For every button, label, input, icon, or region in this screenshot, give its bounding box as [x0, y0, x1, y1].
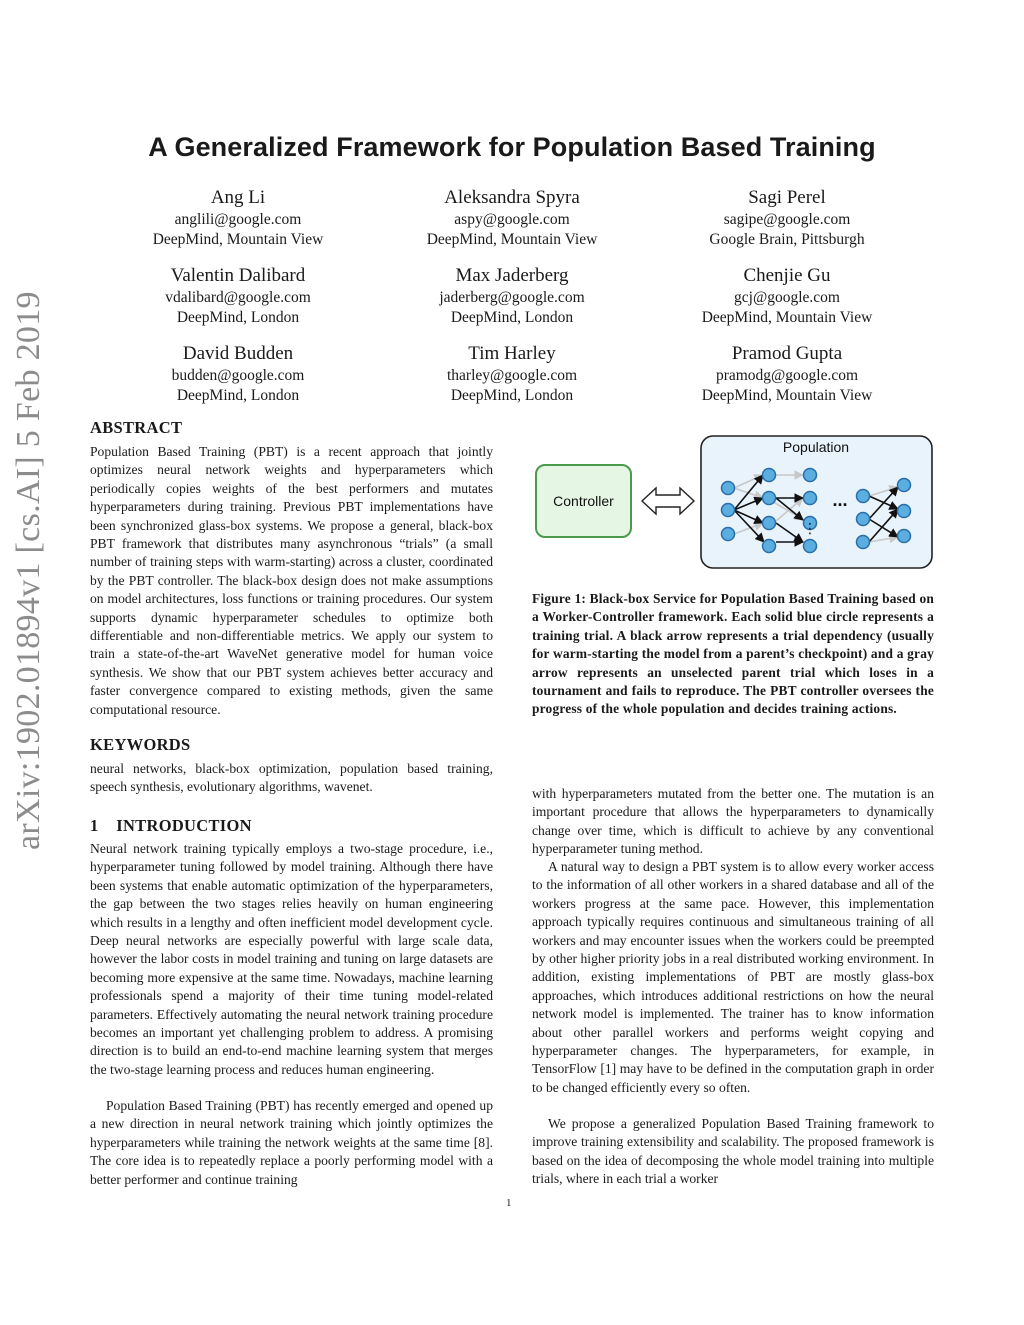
author-affiliation: DeepMind, London [176, 309, 300, 326]
author-email: tharley@google.com [446, 367, 578, 384]
author-block [362, 342, 662, 406]
author-affiliation: DeepMind, London [450, 387, 574, 404]
arxiv-stamp: arXiv:1902.01894v1 [cs.AI] 5 Feb 2019 [10, 291, 47, 850]
author-name: Pramod Gupta [731, 343, 843, 364]
ellipsis-vertical: ⋮ [803, 520, 817, 536]
author-name: Aleksandra Spyra [444, 187, 580, 208]
author-block [88, 264, 388, 328]
intro-paragraph: Population Based Training (PBT) has recently emerged and opened up a new direction in neural network training which jointly optimizes the hyperparameters while training the network weights at the same time [8]. The core idea is to repeatedly replace a poorly performing model with a better performer and continue training [90, 1098, 493, 1187]
author-email: vdalibard@google.com [165, 289, 311, 306]
author-affiliation: DeepMind, London [450, 309, 574, 326]
controller-label: Controller [553, 493, 614, 509]
trial-node [722, 482, 735, 495]
body-paragraph: A natural way to design a PBT system is to allow every worker access to the information of all other workers in a shared database and all of the workers progress at the same pace. However, this implementation approach typically requires continuous and simultaneous training of all workers and may encounter issues when the workers could be preempted by other higher priority jobs in a real distributed working environment. In addition, existing implementations of PBT are mostly glass-box approaches, which introduces additional restrictions on how the neural network model is implemented. The trainer has to know information about other parallel workers and performs weight copying and hyperparameter changes. The hyperparameters, for example, in TensorFlow [1] may have to be defined in the computation graph in order to be changed efficiently every so often. [532, 859, 934, 1095]
figure-caption: Figure 1: Black-box Service for Population Based Training based on a Worker-Controller framework. Each solid blue circle represents a training trial. A black arrow represents a trial dependency (usually for warm-starting the model from a parent’s checkpoint) and a gray arrow represents an unselected parent trial which loses in a tournament and fails to reproduce. The PBT controller oversees the progress of the whole population and decides training actions. [532, 591, 934, 717]
intro-heading: 1 INTRODUCTION [90, 816, 252, 835]
body-paragraph: with hyperparameters mutated from the better one. The mutation is an important procedure that allows the hyperparameters to dynamically change over time, which is difficult to achieve by any conventional hyperparameter tuning method. [532, 786, 934, 857]
population-label: Population [782, 439, 850, 455]
trial-node [763, 492, 776, 505]
author-name: Tim Harley [468, 343, 556, 364]
author-name: David Budden [182, 343, 294, 364]
author-affiliation: Google Brain, Pittsburgh [709, 231, 865, 248]
author-affiliation: DeepMind, Mountain View [426, 231, 598, 248]
trial-node [857, 490, 870, 503]
author-email: anglili@google.com [174, 211, 302, 228]
author-block [637, 342, 937, 406]
author-block [637, 264, 937, 328]
trial-node [763, 517, 776, 530]
paper-title: A Generalized Framework for Population Based Training [148, 132, 876, 162]
author-affiliation: DeepMind, Mountain View [152, 231, 324, 248]
author-email: aspy@google.com [454, 211, 570, 228]
author-block [88, 342, 388, 406]
author-email: budden@google.com [171, 367, 305, 384]
page-number: 1 [506, 1197, 512, 1209]
author-name: Valentin Dalibard [170, 265, 306, 286]
author-block [362, 264, 662, 328]
trial-node [763, 469, 776, 482]
author-email: pramodg@google.com [715, 367, 859, 384]
author-name: Chenjie Gu [743, 265, 831, 286]
ellipsis-horizontal: ... [832, 490, 848, 510]
author-block [637, 186, 937, 250]
trial-node [857, 536, 870, 549]
author-affiliation: DeepMind, Mountain View [701, 387, 873, 404]
body-paragraph: We propose a generalized Population Based Training framework to improve training extensibility and scalability. The proposed framework is based on the idea of decomposing the whole model training into multiple trials, where in each trial a worker [532, 1116, 934, 1187]
double-arrow-icon [642, 488, 694, 514]
author-block [88, 186, 388, 250]
author-name: Ang Li [210, 187, 266, 208]
trial-node [804, 492, 817, 505]
abstract-text: Population Based Training (PBT) is a recent approach that jointly optimizes neural network weights and hyperparameters which periodically copies weights of the best performers and mutates hyperparameters during training. Previous PBT implementations have been synchronized glass-box systems. We propose a general, black-box PBT framework that distributes many asynchronous “trials” (a small number of training steps with warm-starting) across a cluster, coordinated by the PBT controller. The black-box design does not make assumptions on model architectures, loss functions or training procedures. Our system supports dynamic hyperparameter schedules to optimize both differentiable and non-differentiable metrics. We apply our system to train a state-of-the-art WaveNet generative model for human voice synthesis. We show that our PBT system achieves better accuracy and faster convergence compared to existing methods, given the same computational resource. [90, 444, 493, 717]
trial-node [763, 540, 776, 553]
abstract-heading: ABSTRACT [90, 418, 183, 437]
author-email: sagipe@google.com [723, 211, 851, 228]
trial-node [898, 479, 911, 492]
intro-paragraph: Neural network training typically employs a two-stage procedure, i.e., hyperparameter tuning followed by model training. Although there have been systems that enable automatic optimization of the hyperparameters, the gap between the two stages relies heavily on human engineering which results in a lengthy and often inefficient model development cycle. Deep neural networks are especially powerful with large scale data, however the labor costs in model training and tuning on large datasets are becoming more expensive at the same time. Nowadays, machine learning professionals spend a majority of their time tuning model-related parameters. Effectively automating the neural network training procedure becomes an important yet challenging problem to address. A promising direction is to build an end-to-end machine learning system that merges the two-stage learning process and reduces human engineering. [90, 841, 493, 1077]
author-affiliation: DeepMind, Mountain View [701, 309, 873, 326]
author-name: Max Jaderberg [455, 265, 569, 286]
figure-diagram [530, 430, 940, 580]
author-block [362, 186, 662, 250]
author-affiliation: DeepMind, London [176, 387, 300, 404]
trial-node [898, 505, 911, 518]
keywords-heading: KEYWORDS [90, 735, 191, 754]
keywords-text: neural networks, black-box optimization, population based training, speech synthesis, evolutionary algorithms, wavenet. [90, 761, 493, 795]
trial-node [804, 469, 817, 482]
author-name: Sagi Perel [748, 187, 826, 208]
trial-node [722, 528, 735, 541]
author-email: gcj@google.com [734, 289, 840, 306]
author-email: jaderberg@google.com [439, 289, 585, 306]
trial-node [857, 513, 870, 526]
trial-node [804, 540, 817, 553]
trial-node [722, 504, 735, 517]
trial-node [898, 530, 911, 543]
